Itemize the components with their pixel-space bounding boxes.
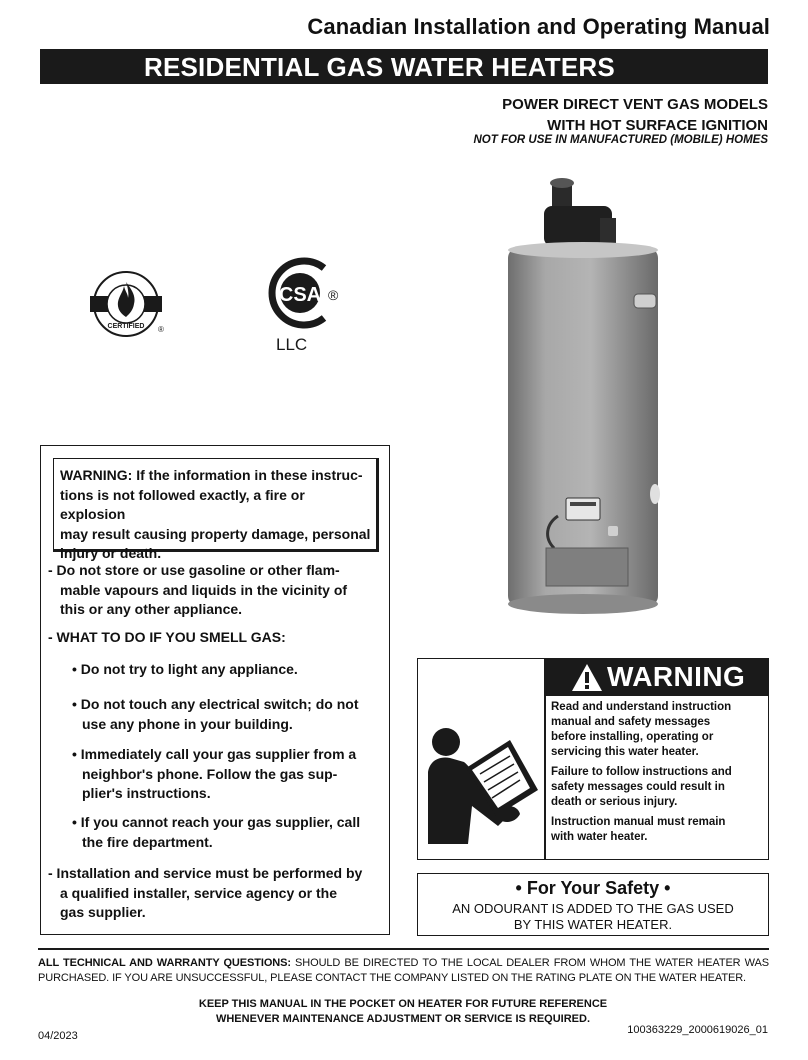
registered-mark-1: ® (158, 325, 164, 334)
bullet-item (72, 745, 388, 804)
registered-mark-2: ® (328, 287, 339, 303)
warning-line: WARNING: If the information in these instruc- (60, 467, 363, 483)
certified-flame-logo (88, 268, 178, 340)
warning-panel-line: before installing, operating or (551, 731, 714, 743)
models-subtitle (502, 94, 768, 136)
person-head (432, 728, 460, 756)
item-line: a qualified installer, service agency or the (60, 884, 338, 901)
installation-item (48, 864, 384, 923)
tank-top (508, 242, 658, 258)
item-line: - Do not store or use gasoline or other flam- (48, 562, 340, 578)
footer-divider (38, 948, 769, 950)
warning-triangle-icon (570, 662, 604, 693)
warning-line: injury or death. (60, 545, 162, 561)
not-for-use-notice: NOT FOR USE IN MANUFACTURED (MOBILE) HOMES (473, 134, 768, 146)
warning-panel-line: death or serious injury. (551, 796, 678, 808)
warning-panel-line: Read and understand instruction (551, 701, 732, 713)
bullet-item (72, 695, 388, 734)
person-hand (500, 806, 520, 822)
warning-heading: WARNING (607, 661, 746, 692)
document-number: 100363229_2000619026_01 (627, 1024, 768, 1036)
warning-panel-line: safety messages could result in (551, 781, 725, 793)
relief-valve-port (650, 484, 660, 504)
bullet-line: neighbor's phone. Follow the gas sup- (82, 765, 338, 782)
csa-llc-label: LLC (276, 335, 308, 354)
keep-line-1: KEEP THIS MANUAL IN THE POCKET ON HEATER FOR FUTURE REFERENCE (198, 998, 608, 1010)
models-line-2: WITH HOT SURFACE IGNITION (547, 117, 768, 134)
warning-header (545, 658, 769, 696)
item-line: - Installation and service must be performed by (48, 865, 363, 881)
warning-panel-line: manual and safety messages (551, 716, 711, 728)
manual-title: Canadian Installation and Operating Manual (307, 14, 770, 39)
gas-control-indicators (570, 502, 596, 506)
vent-pipe-top (550, 178, 574, 188)
warning-panel-line: Instruction manual must remain (551, 816, 726, 828)
warning-paragraph-2 (551, 765, 765, 810)
questions-text: SHOULD BE DIRECTED TO THE LOCAL DEALER FROM WHOM THE WATER HEATER WAS PURCHASED. IF YOU ARE UNSUCCESSFUL, PLEASE CONTACT THE COMPANY LISTED ON THE RATING PLATE ON THE WATER HEATER. (38, 957, 769, 984)
models-line-1: POWER DIRECT VENT GAS MODELS (502, 96, 768, 113)
water-heater-image (500, 176, 675, 626)
water-outlet-fitting (634, 294, 656, 308)
bullet-line: plier's instructions. (82, 785, 211, 801)
keep-line-2: WHENEVER MAINTENANCE ADJUSTMENT OR SERVICE IS REQUIRED. (215, 1013, 591, 1025)
read-manual-pictogram (420, 712, 542, 852)
odourant-line-2: BY THIS WATER HEATER. (513, 917, 673, 932)
warning-line: tions is not followed exactly, a fire or explosion (60, 486, 305, 522)
item-line: gas supplier. (60, 904, 146, 920)
bullet-line: the fire department. (82, 833, 213, 850)
smell-gas-heading: - WHAT TO DO IF YOU SMELL GAS: (48, 629, 286, 645)
csa-letters: CSA (278, 284, 322, 306)
item-line: this or any other appliance. (60, 601, 243, 617)
bullet-line: • Do not touch any electrical switch; do not (72, 696, 359, 712)
odourant-notice (418, 901, 768, 933)
technical-questions-notice (38, 956, 769, 986)
item-line: mable vapours and liquids in the vicinity of (60, 581, 348, 598)
safety-box-title: • For Your Safety • (515, 878, 671, 898)
for-your-safety-box (417, 873, 769, 936)
odourant-line-1: AN ODOURANT IS ADDED TO THE GAS USED (452, 901, 734, 916)
blower-motor (600, 218, 616, 244)
bullet-line: • Do not try to light any appliance. (72, 661, 298, 677)
bullet-line: • Immediately call your gas supplier from a (72, 746, 357, 762)
warning-line: may result causing property damage, personal (60, 525, 371, 542)
warning-paragraph-3 (551, 815, 765, 845)
warning-panel-line: Failure to follow instructions and (551, 766, 732, 778)
csa-logo (262, 254, 354, 354)
keep-manual-notice (38, 997, 768, 1027)
questions-label: ALL TECHNICAL AND WARRANTY QUESTIONS: (38, 957, 291, 969)
warning-paragraph-1 (551, 700, 765, 760)
warning-panel-line: with water heater. (551, 831, 648, 843)
drain-valve (608, 526, 618, 536)
product-title-bar: RESIDENTIAL GAS WATER HEATERS (40, 49, 768, 84)
gas-control-valve (566, 498, 600, 520)
warning-panel-line: servicing this water heater. (551, 746, 699, 758)
bullet-line: use any phone in your building. (82, 715, 293, 732)
tank-bottom (508, 594, 658, 614)
bullet-item (72, 660, 388, 680)
burner-access-panel (546, 548, 628, 586)
bullet-item (72, 813, 388, 852)
explosion-warning-statement (53, 458, 379, 561)
no-gasoline-item (48, 561, 384, 620)
bullet-line: • If you cannot reach your gas supplier, call (72, 814, 361, 830)
revision-date: 04/2023 (38, 1030, 78, 1042)
certified-label: CERTIFIED (107, 323, 145, 330)
